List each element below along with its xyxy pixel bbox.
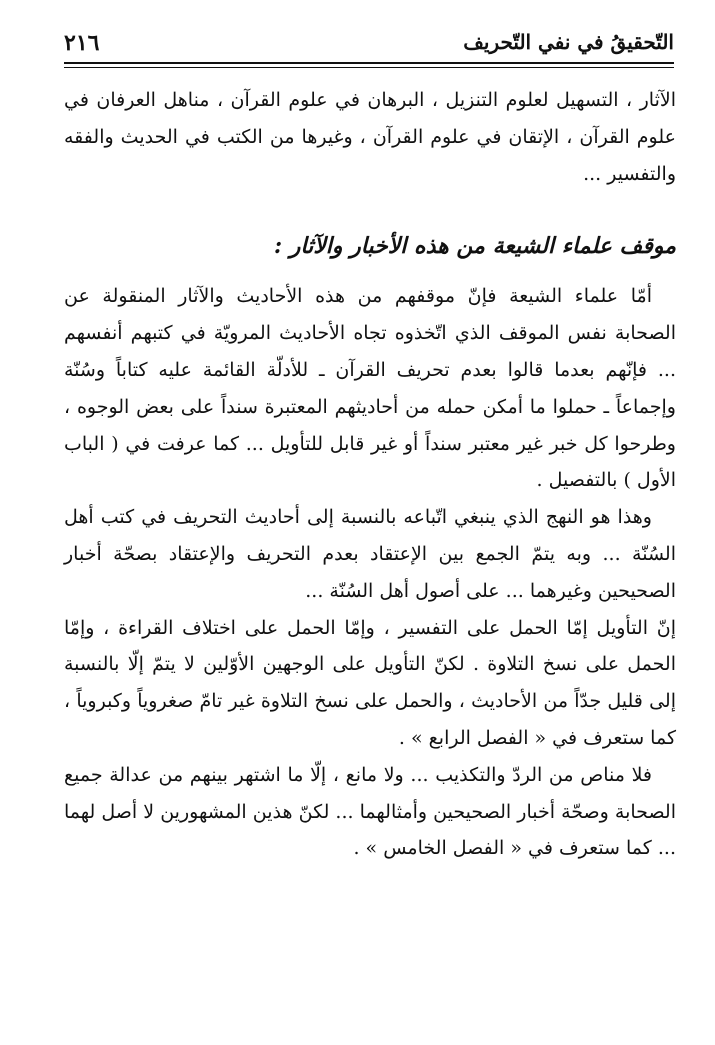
paragraph-5: فلا مناص من الردّ والتكذيب ... ولا مانع ، إلّا ما اشتهر بينهم من عدالة جميع الصحابة وصحّة أخبار الصحيحين وأمثالهما ... لكنّ هذين المشهورين لا أصل لهما ... كما ستعرف في « الفصل الخامس » . — [64, 763, 676, 860]
header-rule-thick — [64, 62, 674, 64]
paragraph-3: وهذا هو النهج الذي ينبغي اتّباعه بالنسبة إلى أحاديث التحريف في كتب أهل السُنّة ... وبه يتمّ الجمع بين الإعتقاد بعدم التحريف والإعتقاد بصحّة أخبار الصحيحين وغيرهما ... على أصول أهل السُنّة ... — [64, 506, 676, 602]
page-header — [64, 24, 674, 64]
section-heading: موقف علماء الشيعة من هذه الأخبار والآثار : — [273, 233, 676, 260]
page-number: ٢١٦ — [64, 30, 100, 56]
paragraph-2: أمّا علماء الشيعة فإنّ موقفهم من هذه الأحاديث والآثار المنقولة عن الصحابة نفس الموقف الذي اتّخذوه تجاه الأحاديث المرويّة في كتبهم أنفسهم ... فإنّهم بعدما قالوا بعدم تحريف القرآن ـ للأدلّة القائمة عليه كتاباً وسُنّة وإجماعاً ـ حملوا ما أمكن حمله من أحاديثهم المعتبرة سنداً على بعض الوجوه ، وطرحوا كل خبر غير معتبر سنداً أو غير قابل للتأويل ... كما عرفت في ( الباب الأول ) بالتفصيل . — [64, 285, 676, 492]
running-title: التّحقيقُ في نفي التّحريف — [463, 30, 674, 54]
paragraph-4: إنّ التأويل إمّا الحمل على التفسير ، وإمّا الحمل على اختلاف القراءة ، وإمّا الحمل على نسخ التلاوة . لكنّ التأويل على الوجهين الأوّلين لا يتمّ إلّا بالنسبة إلى قليل جدّاً من الأحاديث ، والحمل على نسخ التلاوة غير تامّ صغروياً وكبروياً ، كما ستعرف في « الفصل الرابع » . — [64, 616, 676, 749]
page-body — [64, 82, 676, 867]
paragraph-1: الآثار ، التسهيل لعلوم التنزيل ، البرهان في علوم القرآن ، مناهل العرفان في علوم القرآن ، الإتقان في علوم القرآن ، وغيرها من الكتب في الحديث والفقه والتفسير ... — [64, 89, 676, 185]
header-rule-thin — [64, 67, 674, 68]
